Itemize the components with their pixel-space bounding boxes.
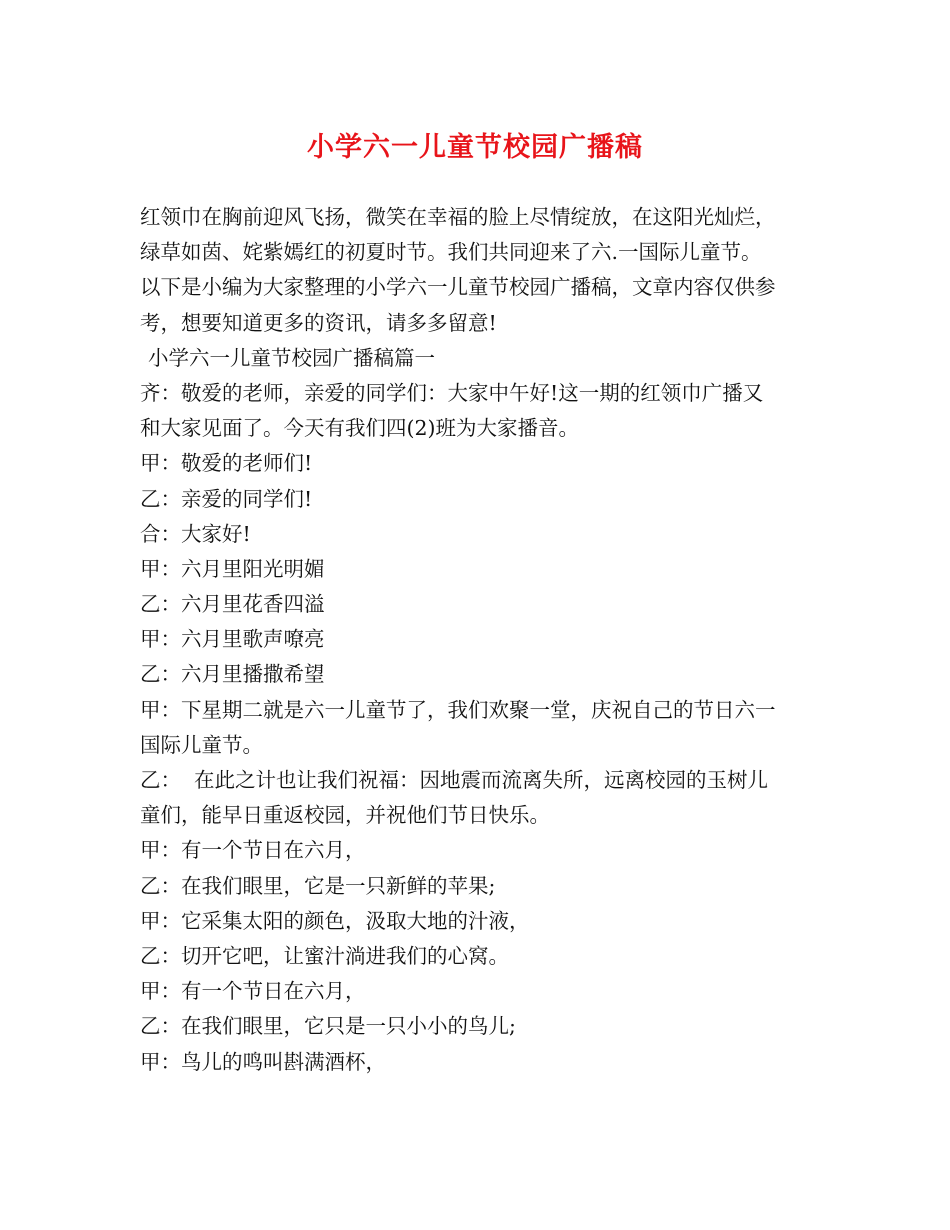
dialogue-line: 甲：它采集太阳的颜色，汲取大地的汁液， (140, 908, 530, 933)
body-line: 红领巾在胸前迎风飞扬，微笑在幸福的脸上尽情绽放，在这阳光灿烂， (140, 205, 776, 229)
dialogue-line: 甲：鸟儿的鸣叫斟满酒杯， (140, 1049, 386, 1074)
section-heading: 小学六一儿童节校园广播稿篇一 (148, 345, 435, 370)
dialogue-line: 乙：切开它吧，让蜜汁淌进我们的心窝。 (140, 943, 509, 968)
dialogue-line: 乙：在我们眼里，它是一只新鲜的苹果; (140, 873, 496, 898)
dialogue-line: 合：大家好! (140, 521, 251, 546)
dialogue-line: 甲：六月里阳光明媚 (140, 556, 325, 581)
dialogue-line: 甲：下星期二就是六一儿童节了，我们欢聚一堂，庆祝自己的节日六一 (140, 697, 776, 722)
dialogue-line: 甲：敬爱的老师们! (140, 451, 313, 476)
dialogue-line: 乙：六月里花香四溢 (140, 592, 325, 617)
body-line: 考，想要知道更多的资讯，请多多留意! (140, 310, 497, 335)
dialogue-line: 甲：有一个节日在六月， (140, 838, 366, 863)
dialogue-line: 乙：在我们眼里，它只是一只小小的鸟儿; (140, 1014, 516, 1039)
dialogue-line: 国际儿童节。 (140, 732, 263, 757)
body-line: 以下是小编为大家整理的小学六一儿童节校园广播稿，文章内容仅供参 (140, 275, 776, 300)
document-title: 小学六一儿童节校园广播稿 (307, 132, 643, 163)
body-line: 齐：敬爱的老师，亲爱的同学们：大家中午好!这一期的红领巾广播又 (140, 380, 764, 405)
dialogue-line: 乙：亲爱的同学们! (140, 486, 313, 511)
dialogue-line: 童们，能早日重返校园，并祝他们节日快乐。 (140, 803, 550, 828)
dialogue-line: 乙： 在此之计也让我们祝福：因地震而流离失所，远离校园的玉树儿 (140, 768, 769, 792)
dialogue-line: 甲：有一个节日在六月， (140, 979, 366, 1004)
document-body (140, 200, 820, 1080)
dialogue-line: 乙：六月里播撒希望 (140, 662, 325, 687)
dialogue-line: 甲：六月里歌声嘹亮 (140, 627, 325, 652)
body-line: 和大家见面了。今天有我们四(2)班为大家播音。 (140, 416, 580, 441)
body-line: 绿草如茵、姹紫嫣红的初夏时节。我们共同迎来了六.一国际儿童节。 (140, 240, 762, 265)
